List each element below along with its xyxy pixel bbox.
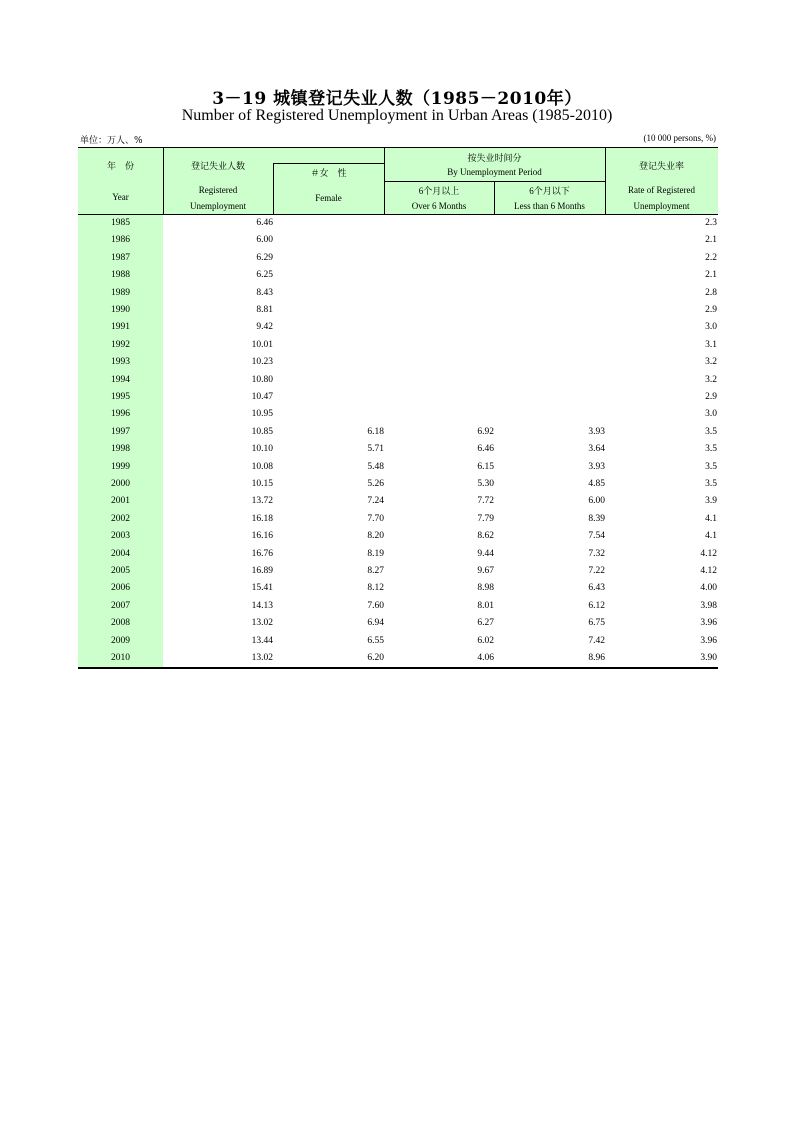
cell-total: 13.44 [251, 635, 273, 646]
table-row [78, 285, 718, 302]
table-row [78, 232, 718, 249]
table-row [78, 441, 718, 458]
cell-female: 5.71 [367, 444, 384, 455]
cell-female: 6.20 [367, 653, 384, 663]
cell-female: 8.27 [367, 566, 384, 576]
header-female-en: Female [315, 193, 342, 203]
table-row [78, 615, 718, 632]
cell-less: 8.96 [588, 653, 605, 663]
cell-over: 6.27 [477, 618, 494, 629]
cell-less: 7.32 [588, 548, 605, 559]
header-over-cn: 6个月以上 [418, 186, 460, 196]
cell-total: 9.42 [256, 322, 273, 333]
cell-total: 6.29 [256, 252, 273, 263]
cell-less: 6.75 [588, 618, 605, 629]
table-row [78, 337, 718, 354]
header-period-en: By Unemployment Period [447, 167, 542, 177]
header-total-en-2: Unemployment [190, 201, 246, 211]
cell-less: 3.64 [588, 444, 605, 455]
cell-year: 1994 [111, 374, 130, 385]
table-row [78, 493, 718, 510]
cell-female: 8.12 [367, 583, 384, 594]
cell-total: 6.25 [256, 270, 273, 281]
cell-total: 10.08 [251, 461, 273, 472]
table-row [78, 389, 718, 406]
table-row [78, 528, 718, 545]
cell-female: 7.24 [367, 496, 384, 507]
header-divider [163, 148, 164, 214]
cell-total: 13.02 [251, 653, 273, 663]
cell-total: 10.01 [251, 339, 273, 350]
table-row [78, 354, 718, 371]
cell-year: 1996 [111, 409, 130, 420]
cell-total: 13.02 [251, 618, 273, 629]
cell-total: 10.95 [251, 409, 273, 420]
cell-over: 6.92 [477, 426, 494, 437]
header-less-cn: 6个月以下 [529, 186, 570, 196]
unit-label-cn: 单位：万人、% [80, 136, 143, 146]
cell-female: 5.48 [367, 461, 384, 472]
cell-year: 1985 [111, 218, 130, 228]
cell-less: 6.43 [588, 583, 605, 594]
cell-year: 1990 [111, 305, 130, 315]
cell-rate: 3.5 [705, 461, 717, 472]
cell-rate: 3.5 [705, 479, 717, 489]
header-divider [273, 163, 274, 214]
table-row [78, 319, 718, 336]
cell-rate: 2.1 [705, 235, 717, 246]
cell-year: 1995 [111, 392, 130, 402]
cell-less: 6.12 [588, 600, 605, 611]
cell-female: 7.70 [367, 513, 384, 524]
header-divider [605, 148, 606, 214]
cell-year: 1986 [111, 235, 130, 246]
header-rate-en-1: Rate of Registered [628, 185, 695, 195]
cell-rate: 2.1 [705, 270, 717, 281]
cell-over: 5.30 [477, 479, 494, 489]
table-row [78, 633, 718, 650]
cell-total: 10.85 [251, 426, 273, 437]
cell-rate: 3.2 [705, 374, 717, 385]
cell-rate: 3.96 [700, 635, 717, 646]
cell-rate: 4.1 [705, 513, 717, 524]
cell-year: 1998 [111, 444, 130, 455]
header-rate [605, 148, 718, 214]
header-period [384, 148, 605, 181]
cell-less: 3.93 [588, 426, 605, 437]
table-row [78, 459, 718, 476]
cell-total: 15.41 [251, 583, 273, 594]
cell-over: 8.98 [477, 583, 494, 594]
cell-total: 6.46 [256, 218, 273, 228]
cell-over: 6.15 [477, 461, 494, 472]
cell-total: 10.15 [251, 479, 273, 489]
cell-over: 4.06 [477, 653, 494, 663]
cell-year: 2002 [111, 513, 130, 524]
cell-rate: 3.90 [700, 653, 717, 663]
cell-rate: 2.2 [705, 252, 717, 263]
cell-year: 1987 [111, 252, 130, 263]
cell-year: 1999 [111, 461, 130, 472]
cell-total: 8.81 [256, 305, 273, 315]
cell-over: 8.62 [477, 531, 494, 542]
table-row [78, 511, 718, 528]
cell-over: 9.67 [477, 566, 494, 576]
table-row [78, 406, 718, 423]
header-less [494, 181, 605, 214]
header-female-cn: ＃女 性 [310, 168, 347, 178]
cell-year: 1992 [111, 339, 130, 350]
header-total [163, 148, 273, 214]
cell-total: 13.72 [251, 496, 273, 507]
cell-year: 2005 [111, 566, 130, 576]
cell-female: 8.19 [367, 548, 384, 559]
table-bottom-rule [78, 667, 718, 669]
cell-over: 8.01 [477, 600, 494, 611]
cell-over: 9.44 [477, 548, 494, 559]
cell-year: 2003 [111, 531, 130, 542]
cell-year: 2004 [111, 548, 130, 559]
cell-rate: 3.0 [705, 322, 717, 333]
page-title-en: Number of Registered Unemployment in Urban Areas (1985-2010) [181, 107, 613, 124]
cell-year: 1997 [111, 426, 130, 437]
header-female [273, 163, 384, 214]
page-title-cn: 3－19 城镇登记失业人数（1985－2010年） [212, 89, 582, 109]
header-over-en: Over 6 Months [411, 201, 467, 211]
cell-rate: 4.00 [700, 583, 717, 594]
cell-year: 2000 [111, 479, 130, 489]
cell-year: 2008 [111, 618, 130, 629]
header-year-en: Year [112, 192, 129, 202]
cell-rate: 2.9 [705, 392, 717, 402]
table-row [78, 215, 718, 232]
cell-rate: 3.98 [700, 600, 717, 611]
header-year-cn: 年 份 [106, 161, 134, 171]
cell-total: 10.47 [251, 392, 273, 402]
cell-rate: 4.12 [700, 548, 717, 559]
table-row [78, 580, 718, 597]
header-total-en-1: Registered [198, 185, 238, 195]
cell-female: 6.55 [367, 635, 384, 646]
cell-rate: 2.8 [705, 287, 717, 298]
cell-less: 7.54 [588, 531, 605, 542]
header-divider [273, 163, 384, 164]
cell-total: 6.00 [256, 235, 273, 246]
table-row [78, 563, 718, 580]
cell-rate: 2.9 [705, 305, 717, 315]
cell-total: 10.23 [251, 357, 273, 368]
cell-total: 16.18 [251, 513, 273, 524]
table-row [78, 267, 718, 284]
cell-year: 2010 [111, 653, 130, 663]
cell-over: 7.79 [477, 513, 494, 524]
table-row [78, 650, 718, 667]
cell-rate: 3.5 [705, 444, 717, 455]
table-header [78, 147, 718, 215]
cell-year: 1991 [111, 322, 130, 333]
table-row [78, 476, 718, 493]
cell-female: 6.94 [367, 618, 384, 629]
cell-rate: 3.1 [705, 339, 717, 350]
cell-rate: 2.3 [705, 218, 717, 228]
table-row [78, 302, 718, 319]
header-total-cn: 登记失业人数 [190, 161, 245, 171]
table-row [78, 372, 718, 389]
header-total-extension [273, 148, 384, 163]
cell-female: 7.60 [367, 600, 384, 611]
header-year [78, 148, 163, 214]
table-row [78, 424, 718, 441]
cell-year: 2001 [111, 496, 130, 507]
cell-year: 1988 [111, 270, 130, 281]
cell-rate: 3.2 [705, 357, 717, 368]
cell-female: 6.18 [367, 426, 384, 437]
cell-year: 2009 [111, 635, 130, 646]
cell-less: 3.93 [588, 461, 605, 472]
cell-less: 6.00 [588, 496, 605, 507]
header-less-en: Less than 6 Months [514, 201, 585, 211]
cell-total: 16.89 [251, 566, 273, 576]
cell-total: 14.13 [251, 600, 273, 611]
cell-female: 5.26 [367, 479, 384, 489]
cell-female: 8.20 [367, 531, 384, 542]
table-row [78, 598, 718, 615]
cell-year: 1993 [111, 357, 130, 368]
cell-total: 8.43 [256, 287, 273, 298]
table-row [78, 250, 718, 267]
cell-less: 7.42 [588, 635, 605, 646]
table-row [78, 546, 718, 563]
cell-year: 1989 [111, 287, 130, 298]
cell-less: 7.22 [588, 566, 605, 576]
cell-total: 16.16 [251, 531, 273, 542]
cell-rate: 4.1 [705, 531, 717, 542]
cell-rate: 3.9 [705, 496, 717, 507]
header-divider [494, 181, 495, 214]
cell-over: 7.72 [477, 496, 494, 507]
cell-over: 6.02 [477, 635, 494, 646]
cell-rate: 4.12 [700, 566, 717, 576]
cell-rate: 3.5 [705, 426, 717, 437]
header-rate-cn: 登记失业率 [638, 161, 684, 171]
header-over [384, 181, 494, 214]
cell-less: 8.39 [588, 513, 605, 524]
cell-rate: 3.0 [705, 409, 717, 420]
unit-label-en: (10 000 persons, %) [643, 133, 716, 143]
cell-rate: 3.96 [700, 618, 717, 629]
header-rate-en-2: Unemployment [633, 201, 690, 211]
cell-year: 2006 [111, 583, 130, 594]
header-period-cn: 按失业时间分 [467, 153, 522, 163]
cell-year: 2007 [111, 600, 130, 611]
cell-total: 16.76 [251, 548, 273, 559]
cell-less: 4.85 [588, 479, 605, 489]
cell-total: 10.10 [251, 444, 273, 455]
cell-over: 6.46 [477, 444, 494, 455]
cell-total: 10.80 [251, 374, 273, 385]
